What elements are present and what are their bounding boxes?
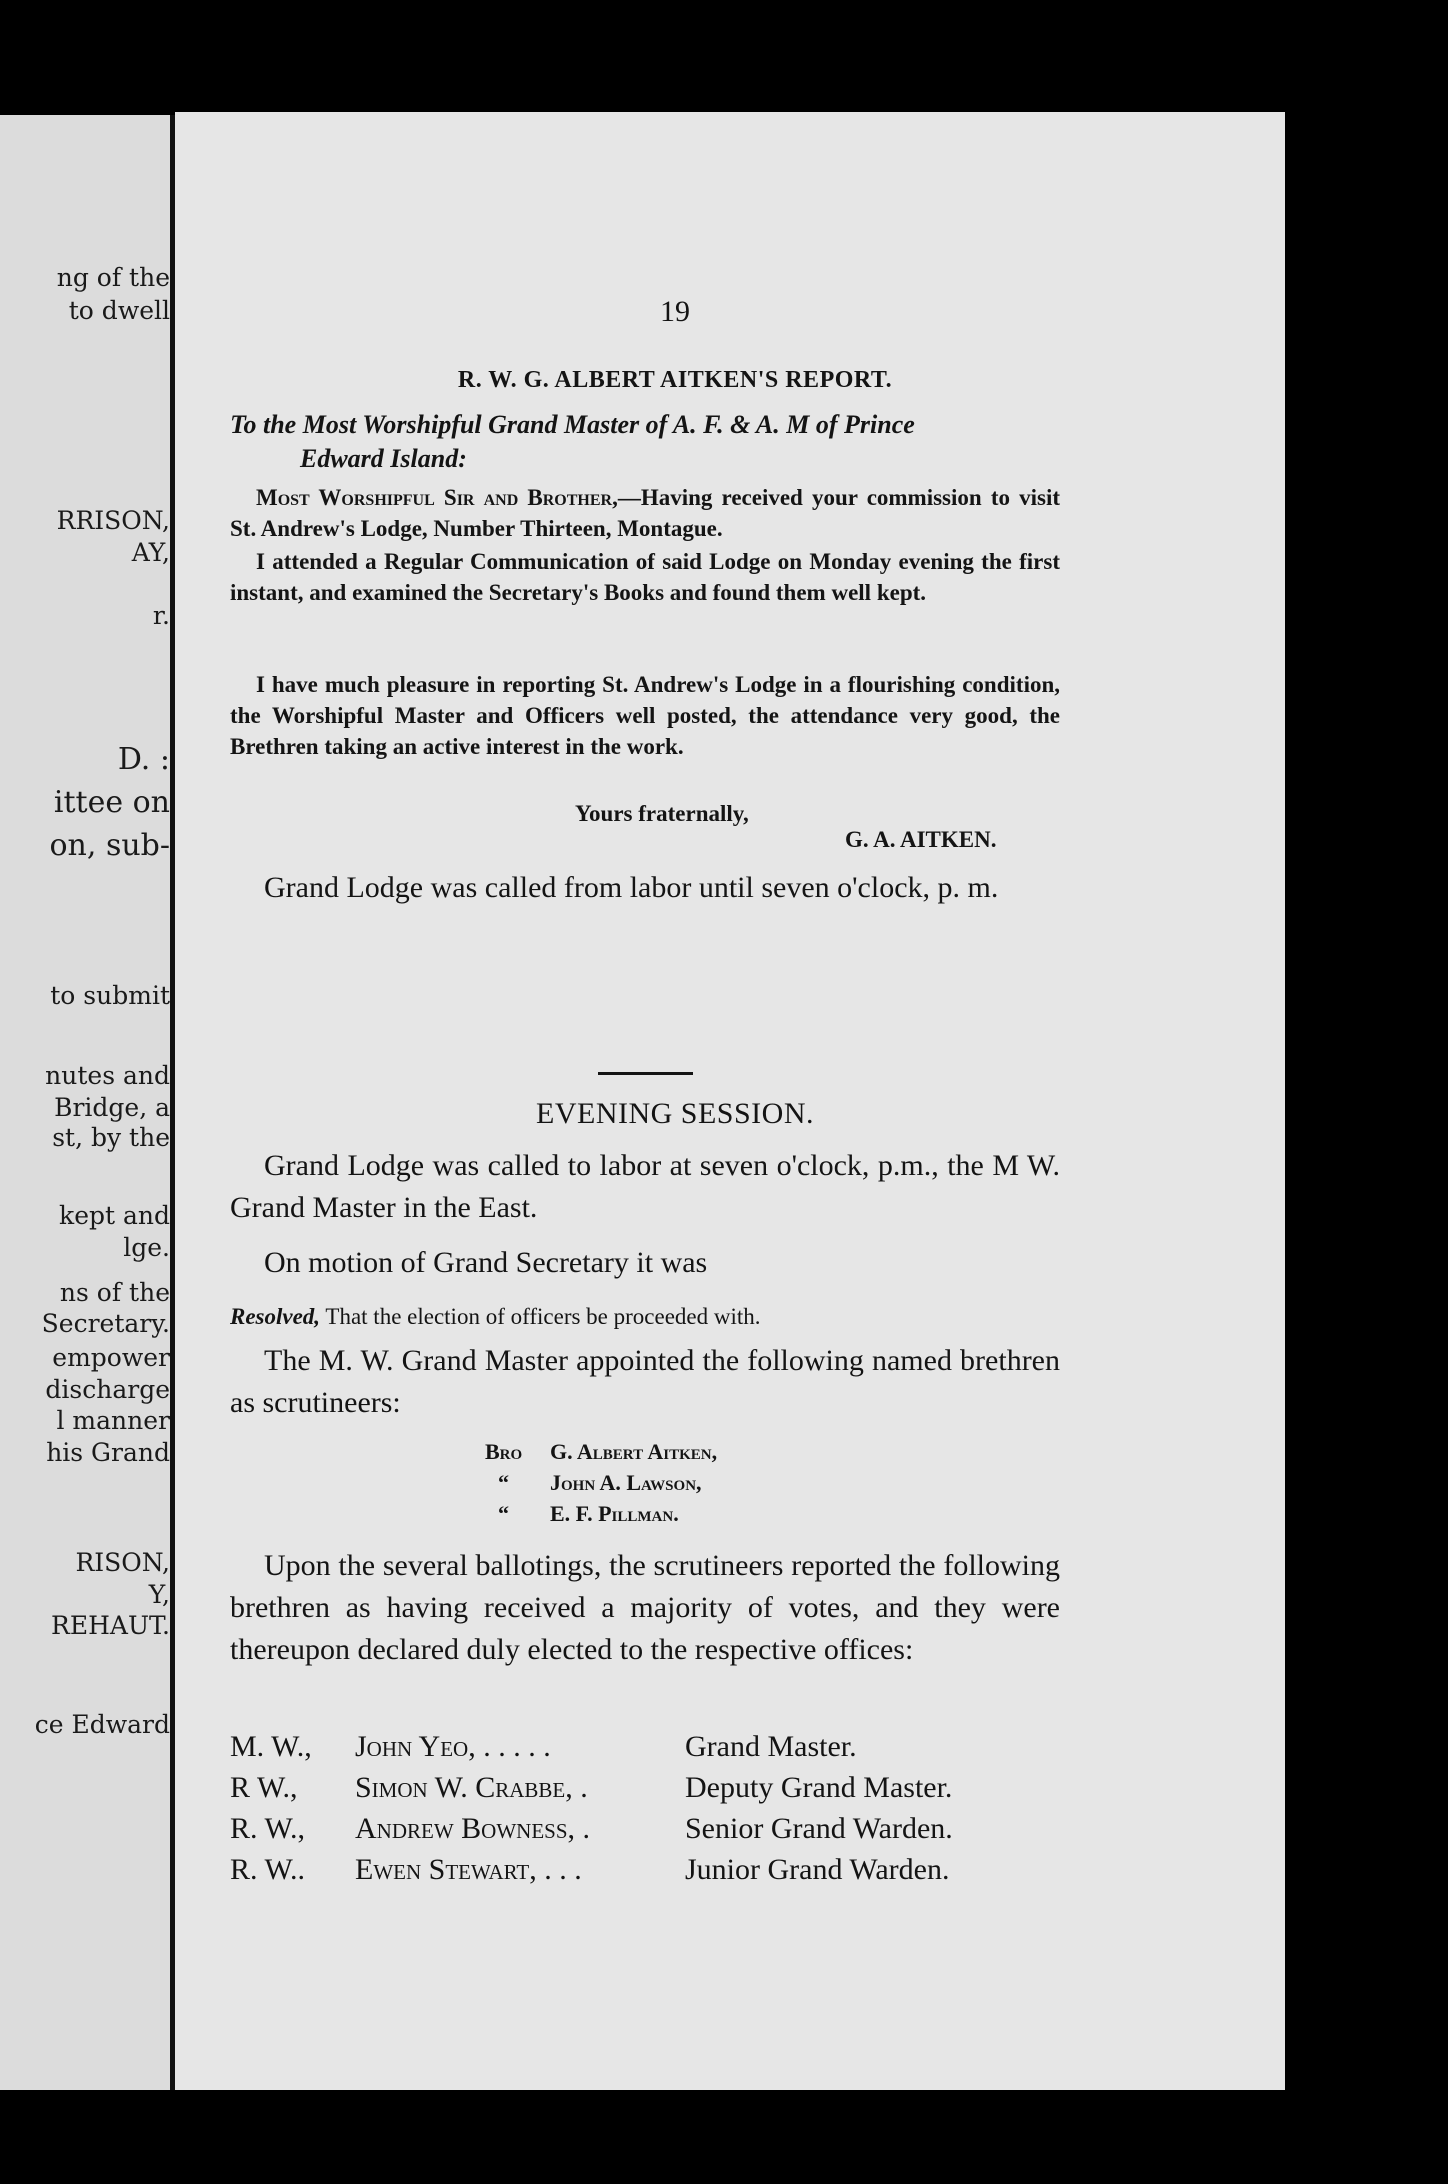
called-from-labor-text: Grand Lodge was called from labor until seven o'clock, p. m. [264, 871, 999, 904]
left-fragment-line: r. [152, 601, 170, 630]
resolved-label: Resolved, [230, 1304, 321, 1329]
address-line-2: Edward Island: [300, 444, 467, 473]
paragraph-1-text: —Having received your commission to visit St. Andrew's Lodge, Number Thirteen, Montague. [230, 485, 1061, 541]
scrutineer-1-prefix: Bro [485, 1439, 523, 1464]
called-from-labor [230, 867, 1060, 909]
scrutineer-2-prefix: “ [498, 1470, 509, 1495]
scrutineer-1-name: G. Albert Aitken, [550, 1439, 718, 1464]
report-paragraph-1 [230, 482, 1060, 544]
left-fragment-line: discharge [45, 1375, 170, 1404]
salutation: Most Worshipful Sir and Brother, [256, 485, 618, 510]
evening-session-heading: EVENING SESSION. [536, 1097, 814, 1130]
resolution [230, 1304, 761, 1330]
scrutineer-3-name: E. F. Pillman. [550, 1501, 679, 1526]
officer-name: Simon W. Crabbe, . [355, 1771, 588, 1804]
left-fragment-line: to dwell [68, 296, 170, 325]
left-fragment-line: nutes and [45, 1061, 170, 1090]
left-fragment-line: Secretary. [41, 1309, 170, 1338]
left-fragment-line: RRISON, [56, 506, 170, 535]
motion [230, 1242, 1060, 1284]
left-fragment-line: Y, [148, 1580, 170, 1609]
motion-text: On motion of Grand Secretary it was [264, 1246, 708, 1279]
called-to-labor-text: Grand Lodge was called to labor at seven o'clock, p.m., the M W. Grand Master in the East. [230, 1149, 1060, 1224]
right-page [175, 112, 1285, 2090]
officer-office: Junior Grand Warden. [685, 1853, 950, 1886]
officer-name: Ewen Stewart, . . . [355, 1853, 582, 1886]
left-fragment-line: D. : [117, 742, 170, 777]
officer-office: Deputy Grand Master. [685, 1771, 953, 1804]
left-fragment-line: l manner [56, 1406, 170, 1435]
officer-rank: R W., [230, 1771, 298, 1804]
called-to-labor [230, 1145, 1060, 1229]
left-fragment-line: his Grand [46, 1438, 170, 1467]
left-fragment-line: lge. [123, 1233, 170, 1262]
left-fragment-line: on, sub- [49, 828, 170, 863]
left-fragment-line: ce Edward [34, 1710, 170, 1739]
signature: G. A. AITKEN. [845, 827, 997, 852]
officer-rank: R. W.. [230, 1853, 306, 1886]
section-rule [598, 1072, 693, 1075]
left-fragment-line: empower [52, 1343, 170, 1372]
officer-office: Grand Master. [685, 1730, 857, 1763]
page-number: 19 [660, 295, 690, 328]
officer-name: John Yeo, . . . . . [355, 1730, 551, 1763]
address-line-1: To the Most Worshipful Grand Master of A. F. & A. M of Prince [230, 410, 915, 439]
ballot-text: Upon the several ballotings, the scrutineers reported the following brethren as having received a majority of votes, and they were thereupon declared duly elected to the respective offices: [230, 1549, 1060, 1666]
appointed-text: The M. W. Grand Master appointed the following named brethren as scrutineers: [230, 1344, 1060, 1419]
paragraph-3-text: I have much pleasure in reporting St. Andrew's Lodge in a flourishing condition, the Worshipful Master and Officers well posted, the attendance very good, the Brethren taking an active interest in the work. [230, 672, 1060, 759]
officer-rank: R. W., [230, 1812, 306, 1845]
scrutineer-2-name: John A. Lawson, [550, 1470, 702, 1495]
resolved-text: That the election of officers be proceeded with. [325, 1304, 761, 1329]
appointed-paragraph [230, 1340, 1060, 1424]
report-paragraph-2 [230, 546, 1060, 608]
left-fragment-line: AY, [131, 538, 170, 567]
left-fragment-line: REHAUT. [51, 1611, 170, 1640]
left-fragment-line: ns of the [59, 1278, 170, 1307]
scrutineer-3-prefix: “ [498, 1501, 509, 1526]
left-fragment-line: kept and [59, 1201, 170, 1230]
left-fragment-line: ng of the [56, 263, 170, 292]
officer-rank: M. W., [230, 1730, 312, 1763]
left-page-fragment [0, 115, 170, 2090]
paragraph-2-text: I attended a Regular Communication of said Lodge on Monday evening the first instant, and examined the Secretary's Books and found them well kept. [230, 549, 1060, 605]
left-fragment-line: RISON, [75, 1548, 170, 1577]
officer-name: Andrew Bowness, . [355, 1812, 590, 1845]
left-fragment-line: Bridge, a [54, 1093, 170, 1122]
left-fragment-line: st, by the [52, 1123, 170, 1152]
report-heading: R. W. G. ALBERT AITKEN'S REPORT. [457, 367, 893, 393]
officer-office: Senior Grand Warden. [685, 1812, 953, 1845]
closing: Yours fraternally, [575, 801, 749, 826]
report-paragraph-3 [230, 669, 1060, 762]
ballot-paragraph [230, 1545, 1060, 1671]
left-fragment-line: to submit [50, 981, 170, 1010]
left-fragment-line: ittee on [53, 785, 170, 820]
